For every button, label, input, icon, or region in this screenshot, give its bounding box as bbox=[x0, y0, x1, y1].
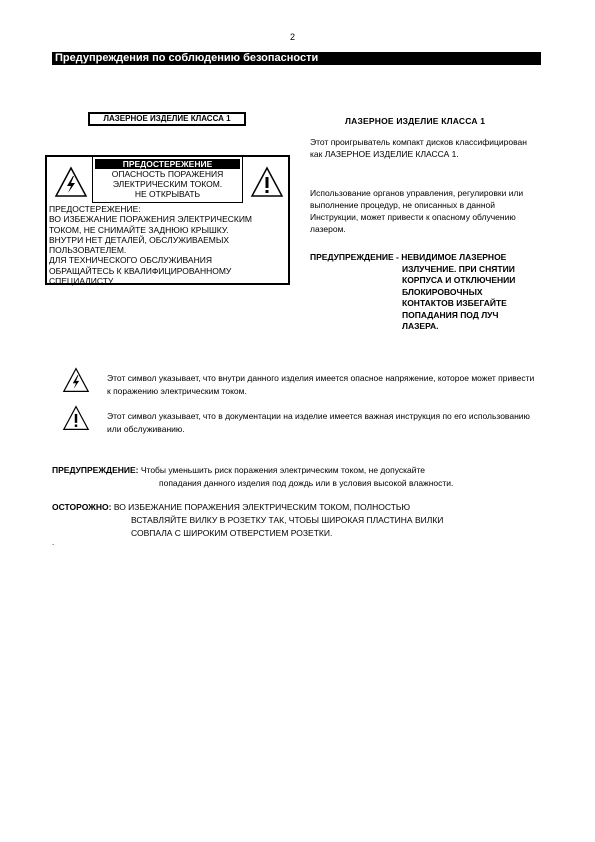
plug-caution-line-1: ВО ИЗБЕЖАНИЕ ПОРАЖЕНИЯ ЭЛЕКТРИЧЕСКИМ ТОКОМ, ПОЛНОСТЬЮ bbox=[111, 502, 411, 512]
laser-warning-line: ИЗЛУЧЕНИЕ. ПРИ СНЯТИИ bbox=[402, 263, 515, 274]
laser-class-label: ЛАЗЕРНОЕ ИЗДЕЛИЕ КЛАССА 1 bbox=[88, 112, 246, 126]
rain-warning-line-2: попадания данного изделия под дождь или в условия высокой влажности. bbox=[159, 478, 454, 488]
exclamation-warning-icon bbox=[250, 166, 284, 198]
laser-warning bbox=[310, 252, 515, 333]
laser-warning-line: КОНТАКТОВ ИЗБЕГАЙТЕ bbox=[402, 298, 507, 308]
plug-caution-line-3: СОВПАЛА С ШИРОКИМ ОТВЕРСТИЕМ РОЗЕТКИ. bbox=[131, 528, 333, 538]
exclamation-symbol-icon bbox=[62, 405, 90, 431]
plug-caution bbox=[52, 501, 443, 540]
trailing-mark: . bbox=[52, 538, 55, 547]
caution-subtitle-2: ЭЛЕКТРИЧЕСКИМ ТОКОМ. bbox=[112, 179, 223, 189]
section-title: Предупреждения по соблюдению безопасности bbox=[52, 52, 541, 65]
laser-warning-first: ПРЕДУПРЕЖДЕНИЕ - НЕВИДИМОЕ ЛАЗЕРНОЕ bbox=[310, 252, 507, 262]
laser-paragraph-1: Этот проигрыватель компакт дисков классифицирован как ЛАЗЕРНОЕ ИЗДЕЛИЕ КЛАССА 1. bbox=[310, 137, 527, 159]
lightning-warning-icon bbox=[54, 166, 88, 198]
caution-subtitle-3: НЕ ОТКРЫВАТЬ bbox=[134, 189, 201, 199]
laser-warning-line: ЛАЗЕРА. bbox=[402, 321, 439, 331]
caution-text: ПРЕДОСТЕРЕЖЕНИЕ: ВО ИЗБЕЖАНИЕ ПОРАЖЕНИЯ ЭЛЕКТРИЧЕСКИМ ТОКОМ, НЕ СНИМАЙТЕ ЗАДНЮЮ КРЫШКУ. ВНУТРИ НЕТ ДЕТАЛЕЙ, ОБСЛУЖИВАЕМЫХ ПОЛЬЗОВАТЕЛЕМ. ДЛЯ ТЕХНИЧЕСКОГО ОБСЛУЖИВАНИЯ ОБРАЩАЙТЕСЬ К КВАЛИФИЦИРОВАННОМУ СПЕЦИАЛИСТУ. bbox=[49, 204, 253, 287]
instruction-symbol-text: Этот символ указывает, что в документации на изделие имеется важная инструкция по его использованию или обслуживанию. bbox=[107, 411, 530, 434]
lightning-symbol-icon bbox=[62, 367, 90, 393]
laser-warning-line: БЛОКИРОВОЧНЫХ bbox=[402, 286, 483, 297]
caution-header bbox=[92, 157, 243, 203]
plug-caution-line-2: ВСТАВЛЯЙТЕ ВИЛКУ В РОЗЕТКУ ТАК, ЧТОБЫ ШИРОКАЯ ПЛАСТИНА ВИЛКИ bbox=[131, 515, 444, 525]
caution-box bbox=[45, 155, 290, 285]
voltage-symbol-text: Этот символ указывает, что внутри данного изделия имеется опасное напряжение, которое может привести к поражению электрическим током. bbox=[107, 373, 535, 396]
rain-warning bbox=[52, 464, 453, 490]
caution-subtitle-1: ОПАСНОСТЬ ПОРАЖЕНИЯ bbox=[111, 169, 224, 179]
rain-warning-line-1: Чтобы уменьшить риск поражения электрическим током, не допускайте bbox=[138, 465, 426, 475]
caution-title: ПРЕДОСТЕРЕЖЕНИЕ bbox=[95, 159, 240, 169]
laser-warning-line: ПОПАДАНИЯ ПОД ЛУЧ bbox=[402, 309, 499, 320]
rain-warning-label: ПРЕДУПРЕЖДЕНИЕ: bbox=[52, 465, 139, 475]
laser-paragraph-2: Использование органов управления, регулировки или выполнение процедур, не описанных в данной Инструкции, может привести к опасному облучению лазером. bbox=[310, 188, 524, 234]
plug-caution-label: ОСТОРОЖНО: bbox=[52, 502, 112, 512]
laser-warning-line: КОРПУСА И ОТКЛЮЧЕНИИ bbox=[402, 275, 516, 285]
laser-heading: ЛАЗЕРНОЕ ИЗДЕЛИЕ КЛАССА 1 bbox=[345, 116, 486, 126]
page-number: 2 bbox=[290, 32, 296, 42]
